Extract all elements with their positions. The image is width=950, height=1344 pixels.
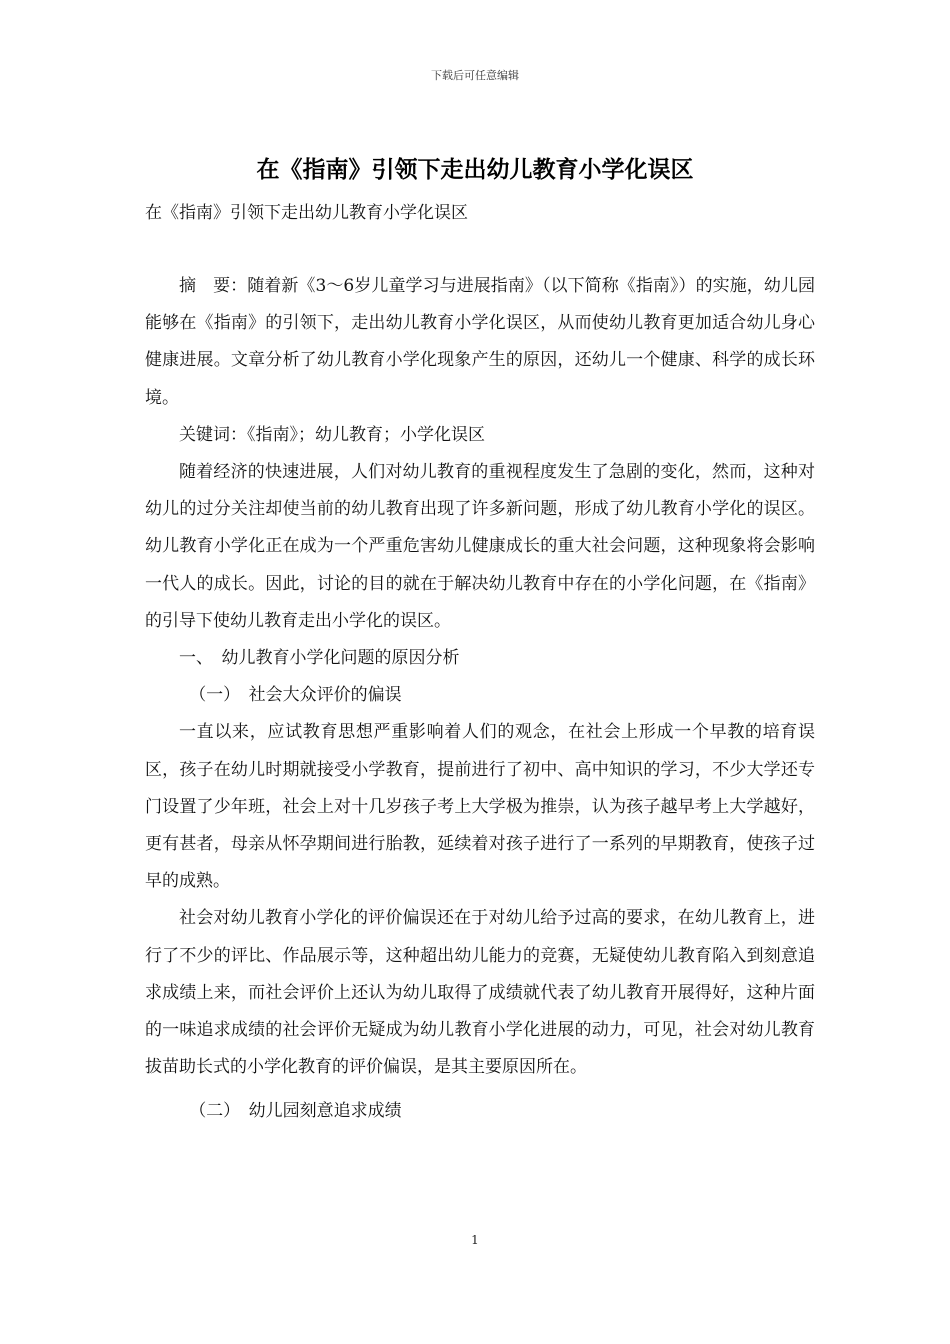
page-number: 1: [471, 1233, 479, 1247]
section-1-heading: 一、 幼儿教育小学化问题的原因分析: [179, 648, 460, 669]
document-title: 在《指南》引领下走出幼儿教育小学化误区: [256, 156, 694, 183]
subsection-1-paragraph-2: 社会对幼儿教育小学化的评价偏误还在于对幼儿给予过高的要求，在幼儿教育上，进行了不少的评比、作品展示等，这种超出幼儿能力的竞赛，无疑使幼儿教育陷入到刻意追求成绩上来，而社会评价上还认为幼儿取得了成绩就代表了幼儿教育开展得好，这种片面的一味追求成绩的社会评价无疑成为幼儿教育小学化进展的动力，可见，社会对幼儿教育拔苗助长式的小学化教育的评价偏误，是其主要原因所在。: [145, 908, 815, 1078]
subsection-2-heading: （二） 幼儿园刻意追求成绩: [189, 1101, 402, 1122]
subsection-1-paragraph-1: 一直以来，应试教育思想严重影响着人们的观念，在社会上形成一个早教的培育误区，孩子在幼儿时期就接受小学教育，提前进行了初中、高中知识的学习，不少大学还专门设置了少年班，社会上对十几岁孩子考上大学极为推崇，认为孩子越早考上大学越好，更有甚者，母亲从怀孕期间进行胎教，延续着对孩子进行了一系列的早期教育，使孩子过早的成熟。: [145, 722, 815, 892]
document-subtitle: 在《指南》引领下走出幼儿教育小学化误区: [145, 203, 468, 223]
subsection-1-heading: （一） 社会大众评价的偏误: [189, 685, 402, 706]
body-text: [145, 268, 815, 1131]
abstract-paragraph: 摘 要：随着新《3～6岁儿童学习与进展指南》（以下简称《指南》）的实施，幼儿园能够在《指南》的引领下，走出幼儿教育小学化误区，从而使幼儿教育更加适合幼儿身心健康进展。文章分析了幼儿教育小学化现象产生的原因，还幼儿一个健康、科学的成长环境。: [145, 276, 815, 408]
intro-paragraph: 随着经济的快速进展，人们对幼儿教育的重视程度发生了急剧的变化，然而，这种对幼儿的过分关注却使当前的幼儿教育出现了许多新问题，形成了幼儿教育小学化的误区。幼儿教育小学化正在成为一个严重危害幼儿健康成长的重大社会问题，这种现象将会影响一代人的成长。因此，讨论的目的就在于解决幼儿教育中存在的小学化问题，在《指南》的引导下使幼儿教育走出小学化的误区。: [145, 462, 815, 631]
keywords-paragraph: 关键词：《指南》；幼儿教育；小学化误区: [179, 424, 485, 445]
header-note: 下载后可任意编辑: [431, 69, 519, 82]
